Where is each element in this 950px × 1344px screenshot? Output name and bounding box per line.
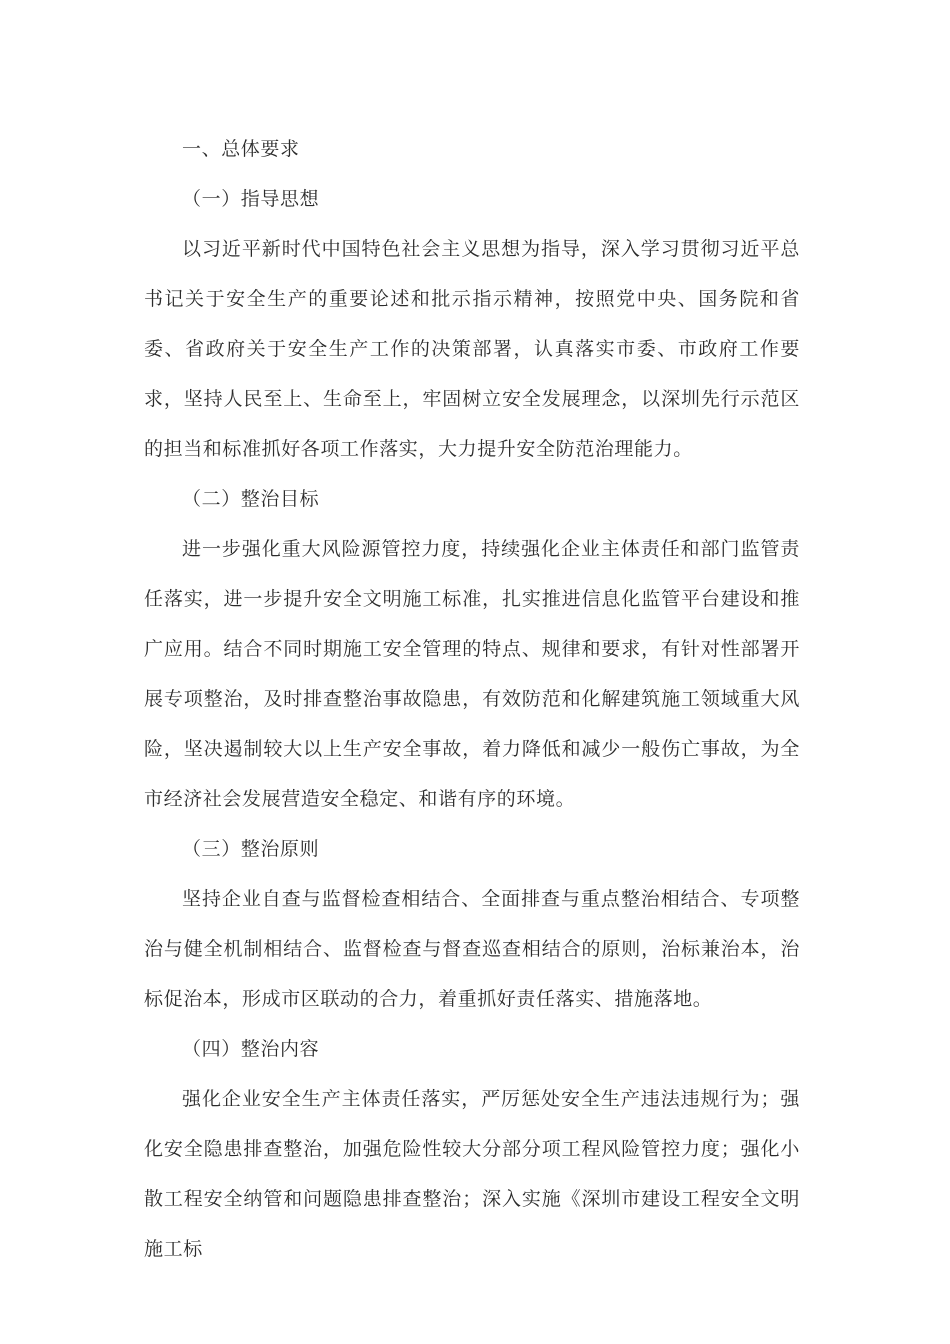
section-heading-general: 一、总体要求 bbox=[182, 138, 300, 160]
section-heading-guiding-thought: （一）指导思想 bbox=[182, 188, 320, 210]
paragraph-goals: 进一步强化重大风险源管控力度，持续强化企业主体责任和部门监管责任落实，进一步提升安全文明施工标准，扎实推进信息化监管平台建设和推广应用。结合不同时期施工安全管理的特点、规律和要求，有针对性部署开展专项整治，及时排查整治事故隐患，有效防范和化解建筑施工领域重大风险，坚决遏制较大以上生产安全事故，着力降低和减少一般伤亡事故，为全市经济社会发展营造安全稳定、和谐有序的环境。 bbox=[144, 538, 800, 810]
section-heading-principles: （三）整治原则 bbox=[182, 838, 320, 860]
paragraph-guiding-thought: 以习近平新时代中国特色社会主义思想为指导，深入学习贯彻习近平总书记关于安全生产的重要论述和批示指示精神，按照党中央、国务院和省委、省政府关于安全生产工作的决策部署，认真落实市委、市政府工作要求，坚持人民至上、生命至上，牢固树立安全发展理念，以深圳先行示范区的担当和标准抓好各项工作落实，大力提升安全防范治理能力。 bbox=[144, 238, 800, 460]
section-heading-content: （四）整治内容 bbox=[182, 1038, 320, 1060]
paragraph-principles: 坚持企业自查与监督检查相结合、全面排查与重点整治相结合、专项整治与健全机制相结合、监督检查与督查巡查相结合的原则，治标兼治本，治标促治本，形成市区联动的合力，着重抓好责任落实、措施落地。 bbox=[144, 888, 800, 1010]
section-heading-goals: （二）整治目标 bbox=[182, 488, 320, 510]
document-body bbox=[144, 124, 800, 1274]
paragraph-content: 强化企业安全生产主体责任落实，严厉惩处安全生产违法违规行为；强化安全隐患排查整治，加强危险性较大分部分项工程风险管控力度；强化小散工程安全纳管和问题隐患排查整治；深入实施《深圳市建设工程安全文明施工标 bbox=[144, 1088, 800, 1260]
